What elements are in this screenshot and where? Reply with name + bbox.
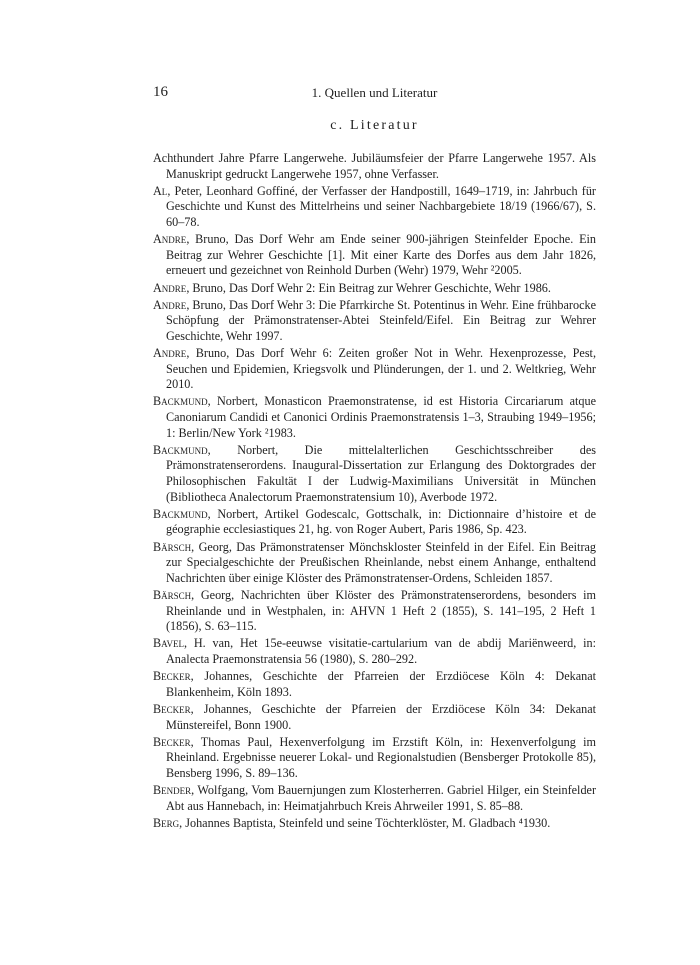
reference-author: Backmund (153, 506, 208, 521)
reference-author: Berg (153, 815, 180, 830)
reference-entry (153, 702, 596, 733)
reference-text: Achthundert Jahre Pfarre Langerwehe. Jubiläumsfeier der Pfarre Langerwehe 1957. Als Manuskript gedruckt Langerwehe 1957, ohne Verfasser. (153, 151, 596, 181)
reference-entry (153, 184, 596, 231)
reference-author: Becker (153, 669, 191, 684)
reference-author: Becker (153, 701, 191, 716)
reference-text: , Norbert, Die mittelalterlichen Geschichtsschreiber des Prämonstratenserordens. Inaugural-Dissertation zur Erlangung des Doktorgrades der Philosophischen Fakultät I der Ludwig-Maximilians Universität in München (Bibliotheca Analectorum Praemonstratensium 10), Averbode 1972. (166, 442, 596, 504)
reference-author: Bärsch (153, 539, 192, 554)
reference-text: , Bruno, Das Dorf Wehr am Ende seiner 900-jährigen Steinfelder Epoche. Ein Beitrag zur Wehrer Geschichte [1]. Mit einer Karte des Dorfes aus dem Jahr 1826, erneuert und gezeichnet von Reinhold Durben (Wehr) 1979, Wehr ²2005. (166, 232, 596, 278)
reference-entry (153, 281, 596, 297)
reference-author: Andre (153, 232, 187, 247)
running-head: 1. Quellen und Literatur (311, 85, 438, 100)
reference-author: Andre (153, 280, 187, 295)
reference-text: , Wolfgang, Vom Bauernjungen zum Klosterherren. Gabriel Hilger, ein Steinfelder Abt aus Hannebach, in: Heimatjahrbuch Kreis Ahrweiler 1991, S. 85–88. (166, 783, 596, 813)
reference-text: , Georg, Das Prämonstratenser Mönchskloster Steinfeld in der Eifel. Ein Beitrag zur Specialgeschichte der Preußischen Rheinlande, nebst einem Anhange, enthaltend Nachrichten über einige Klöster des Prämonstratenser-Ordens, Schleiden 1857. (166, 539, 596, 585)
reference-text: , Thomas Paul, Hexenverfolgung im Erzstift Köln, in: Hexenverfolgung im Rheinland. Ergebnisse neuerer Lokal- und Regionalstudien (Bensberger Protokolle 85), Bensberg 1996, S. 89–136. (166, 734, 596, 780)
reference-entry (153, 151, 596, 182)
reference-entry (153, 636, 596, 667)
reference-entry (153, 669, 596, 700)
reference-entry (153, 507, 596, 538)
reference-author: Bärsch (153, 587, 192, 602)
reference-author: Bavel (153, 636, 184, 651)
section-title: c. Literatur (330, 118, 419, 133)
page-number: 16 (153, 84, 168, 100)
reference-text: , Norbert, Monasticon Praemonstratense, id est Historia Circariarum atque Canoniarum Candidi et Canonici Ordinis Praemonstratensis 1–3, Straubing 1949–1956; 1: Berlin/New York ²1983. (166, 394, 596, 440)
reference-entry (153, 735, 596, 782)
reference-entry (153, 540, 596, 587)
reference-entry (153, 394, 596, 441)
reference-entry (153, 298, 596, 345)
reference-author: Bender (153, 783, 192, 798)
reference-text: , Johannes Baptista, Steinfeld und seine Töchterklöster, M. Gladbach ⁴1930. (179, 815, 551, 830)
reference-text: , Bruno, Das Dorf Wehr 2: Ein Beitrag zur Wehrer Geschichte, Wehr 1986. (186, 280, 551, 295)
reference-text: , Peter, Leonhard Goffiné, der Verfasser der Handpostill, 1649–1719, in: Jahrbuch für Geschichte und Kunst des Mittelrheins und seiner Nachbargebiete 18/19 (1966/67), S. 60–78. (166, 183, 596, 229)
reference-author: Becker (153, 734, 191, 749)
reference-text: , Bruno, Das Dorf Wehr 3: Die Pfarrkirche St. Potentinus in Wehr. Eine frühbarocke Schöpfung der Prämonstratenser-Abtei Steinfeld/Eifel. Ein Beitrag zur Wehrer Geschichte, Wehr 1997. (166, 297, 596, 343)
reference-list (153, 151, 596, 833)
reference-text: , Bruno, Das Dorf Wehr 6: Zeiten großer Not in Wehr. Hexenprozesse, Pest, Seuchen und Epidemien, Kriegsvolk und Plünderungen, der 1. und 2. Weltkrieg, Wehr 2010. (166, 346, 596, 392)
reference-text: , H. van, Het 15e-eeuwse visitatie-cartularium van de abdij Mariënweerd, in: Analecta Praemonstratensia 56 (1980), S. 280–292. (166, 636, 596, 666)
reference-entry (153, 783, 596, 814)
reference-entry (153, 588, 596, 635)
reference-entry (153, 816, 596, 832)
reference-text: , Georg, Nachrichten über Klöster des Prämonstratenserordens, besonders im Rheinlande und in Westphalen, in: AHVN 1 Heft 2 (1855), S. 141–195, 2 Heft 1 (1856), S. 63–115. (166, 587, 596, 634)
reference-author: Andre (153, 297, 187, 312)
reference-author: Backmund (153, 442, 208, 457)
reference-entry (153, 443, 596, 505)
reference-author: Al (153, 183, 168, 198)
page-header (153, 84, 596, 104)
reference-text: , Johannes, Geschichte der Pfarreien der Erzdiöcese Köln 34: Dekanat Münstereifel, Bonn 1900. (166, 701, 596, 732)
reference-author: Backmund (153, 394, 208, 409)
reference-entry (153, 346, 596, 393)
reference-text: , Norbert, Artikel Godescalc, Gottschalk, in: Dictionnaire d’histoire et de géographie ecclesiastiques 21, hg. von Roger Aubert, Paris 1986, Sp. 423. (166, 506, 596, 537)
reference-entry (153, 232, 596, 279)
reference-text: , Johannes, Geschichte der Pfarreien der Erzdiöcese Köln 4: Dekanat Blankenheim, Köln 1893. (166, 669, 596, 699)
reference-author: Andre (153, 346, 187, 361)
